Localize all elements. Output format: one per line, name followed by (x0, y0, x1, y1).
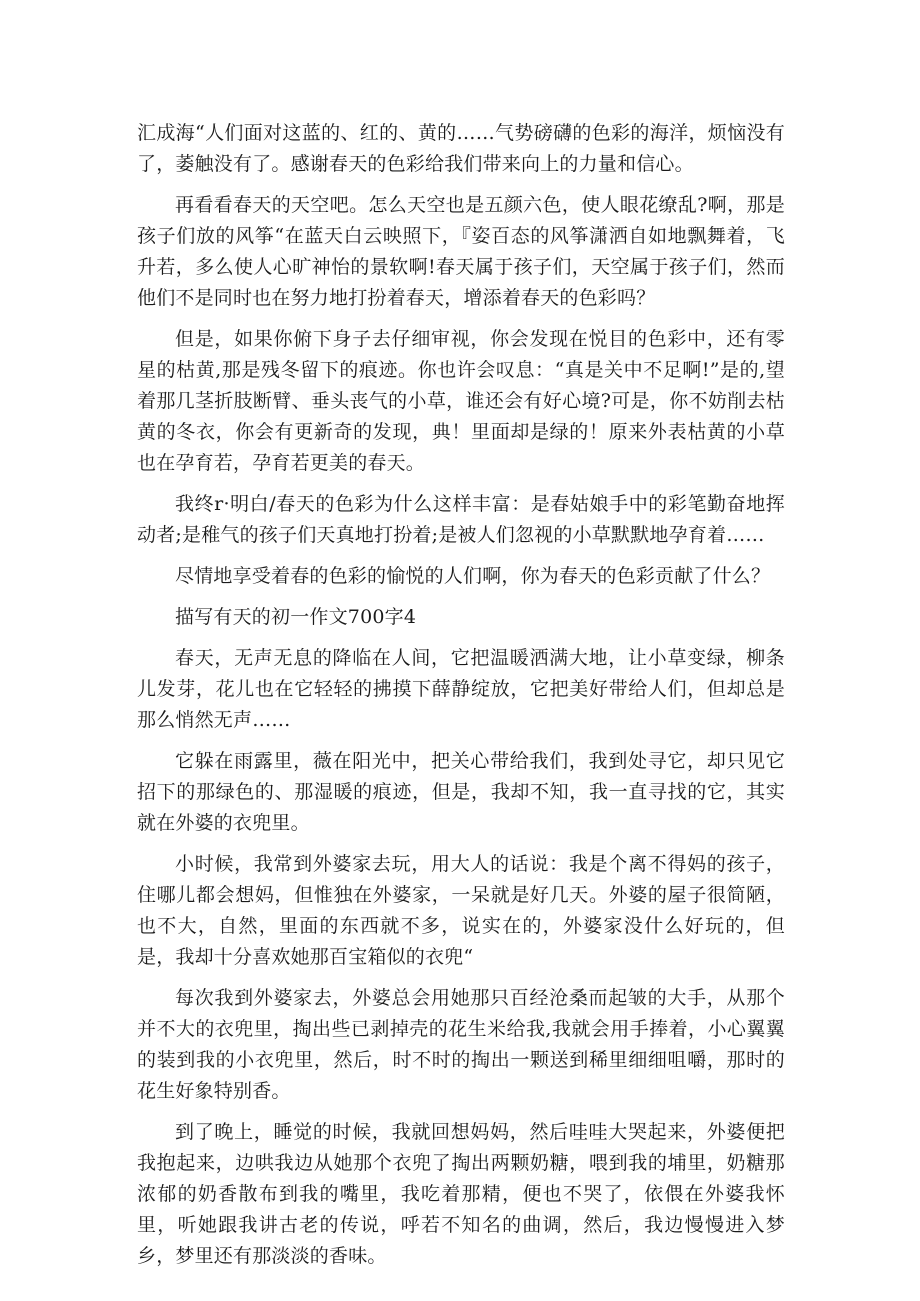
paragraph: 再看看春天的天空吧。怎么天空也是五颜六色，使人眼花缭乱?啊，那是孩子们放的风筝“在蓝天白云映照下，『姿百态的风筝潇洒自如地飘舞着，飞升若，多么使人心旷神怡的景软啊!春天属于孩子们，天空属于孩子们，然而他们不是同时也在努力地打扮着春天，增添着春天的色彩吗？ (137, 194, 785, 309)
paragraph: 到了晚上，睡觉的时候，我就回想妈妈，然后哇哇大哭起来，外婆便把我抱起来，边哄我边从她那个衣兜了掏出两颗奶糖，喂到我的埔里，奶糖那浓郁的奶香散布到我的嘴里，我吃着那精，便也不哭了，依偎在外婆我怀里，听她跟我讲古老的传说，呼若不知名的曲调，然后，我边慢慢进入梦乡，梦里还有那淡淡的香味。 (137, 1121, 785, 1267)
paragraph: 尽情地享受着春的色彩的愉悦的人们啊，你为春天的色彩贡献了什么？ (175, 565, 771, 587)
paragraph: 我终r·明白/春天的色彩为什么这样丰富：是春姑娘手中的彩笔勤奋地挥动者;是稚气的孩子们天真地打扮着;是被人们忽视的小草默默地孕育着…… (137, 493, 785, 546)
paragraph: 每次我到外婆家去，外婆总会用她那只百经沧桑而起皱的大手，从那个并不大的衣兜里，掏出些已剥掉壳的花生米给我,我就会用手捧着，小心翼翼的装到我的小衣兜里，然后，时不时的掏出一颗送到稀里细细咀嚼，那时的花生好象特别香。 (137, 987, 785, 1102)
paragraph: 小时候，我常到外婆家去玩，用大人的话说：我是个离不得妈的孩子，住哪儿都会想妈，但惟独在外婆家，一呆就是好几天。外婆的屋子很简陋，也不大，自然，里面的东西就不多，说实在的，外婆家没什么好玩的，但是，我却十分喜欢她那百宝箱似的衣兜“ (137, 853, 785, 968)
paragraph: 它躲在雨露里，薇在阳光中，把关心带给我们，我到处寻它，却只见它招下的那绿色的、那湿暖的痕迹，但是，我却不知，我一直寻找的它，其实就在外婆的衣兜里。 (137, 750, 785, 834)
document-body (137, 118, 785, 1282)
paragraph: 汇成海“人们面对这蓝的、红的、黄的……气势磅礴的色彩的海洋，烦恼没有了，萎触没有了。感谢春天的色彩给我们带来向上的力量和信心。 (137, 122, 785, 175)
section-heading: 描写有天的初一作文700字4 (175, 606, 417, 628)
paragraph: 但是，如果你俯下身子去仔细审视，你会发现在悦目的色彩中，还有零星的枯黄,那是残冬留下的痕迹。你也许会叹息：“真是关中不足啊!”是的,望着那几茎折肢断臂、垂头丧气的小草，谁还会有好心境?可是，你不妨削去枯黄的冬衣，你会有更新奇的发现，典！里面却是绿的！原来外表枯黄的小草也在孕育若，孕育若更美的春天。 (137, 328, 785, 474)
paragraph: 春天，无声无息的降临在人间，它把温暖洒满大地，让小草变绿，柳条儿发芽，花儿也在它轻轻的拂摸下薛静绽放，它把美好带给人们，但却总是那么悄然无声…… (137, 647, 785, 731)
